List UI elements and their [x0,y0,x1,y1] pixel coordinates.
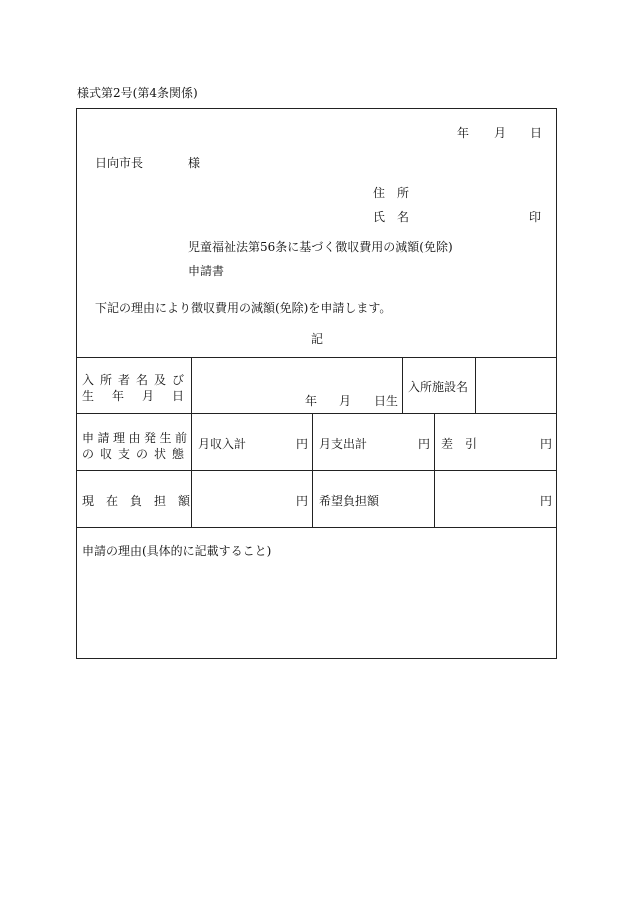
resident-label-line1 [82,371,191,388]
desired-burden-yen: 円 [540,494,553,508]
birthdate-label [82,387,188,404]
monthly-expense-label: 月支出計 [319,437,368,451]
address-label: 住 所 [373,186,410,200]
status-label-line2: の収支の状態 [82,447,191,461]
table-divider-2 [76,413,557,414]
monthly-income-yen: 円 [296,437,309,451]
table-divider-3 [76,470,557,471]
date-day-label: 日 [530,126,543,140]
honorific: 様 [188,156,201,170]
facility-label: 入所施設名 [408,380,469,394]
col-divider-facility-right [475,357,476,413]
intro-text: 下記の理由により徴収費用の減額(免除)を申請します。 [95,301,392,315]
form-code: 様式第2号(第4条関係) [77,86,198,100]
birthdate-label-text: 生 年 月 日 [82,389,188,403]
birth-month-label: 月 [339,394,352,408]
resident-label-line1-text: 入所者名及び [82,373,191,387]
reason-label: 申請の理由(具体的に記載すること) [82,544,272,558]
date-month-label: 月 [494,126,507,140]
seal-mark: 印 [529,210,542,224]
col-divider-right [434,413,435,527]
difference-label: 差 引 [441,437,478,451]
addressee: 日向市長 [95,156,144,170]
monthly-income-label: 月収入計 [198,437,247,451]
date-year-label: 年 [457,126,470,140]
table-divider-1 [76,357,557,358]
form-title-line1: 児童福祉法第56条に基づく徴収費用の減額(免除) [188,240,453,254]
col-divider-middle [312,413,313,527]
status-label-line1: 申請理由発生前 [82,431,191,445]
current-burden-label: 現 在 負 担 額 [82,494,191,508]
form-title-line2: 申請書 [188,264,225,278]
monthly-expense-yen: 円 [418,437,431,451]
name-label: 氏 名 [373,210,410,224]
desired-burden-label: 希望負担額 [319,494,380,508]
birth-day-label: 日生 [374,394,399,408]
current-burden-yen: 円 [296,494,309,508]
ki-mark: 記 [311,332,324,346]
col-divider-facility-left [402,357,403,413]
difference-yen: 円 [540,437,553,451]
table-divider-4 [76,527,557,528]
col-divider-label [191,357,192,527]
birth-year-label: 年 [305,394,318,408]
